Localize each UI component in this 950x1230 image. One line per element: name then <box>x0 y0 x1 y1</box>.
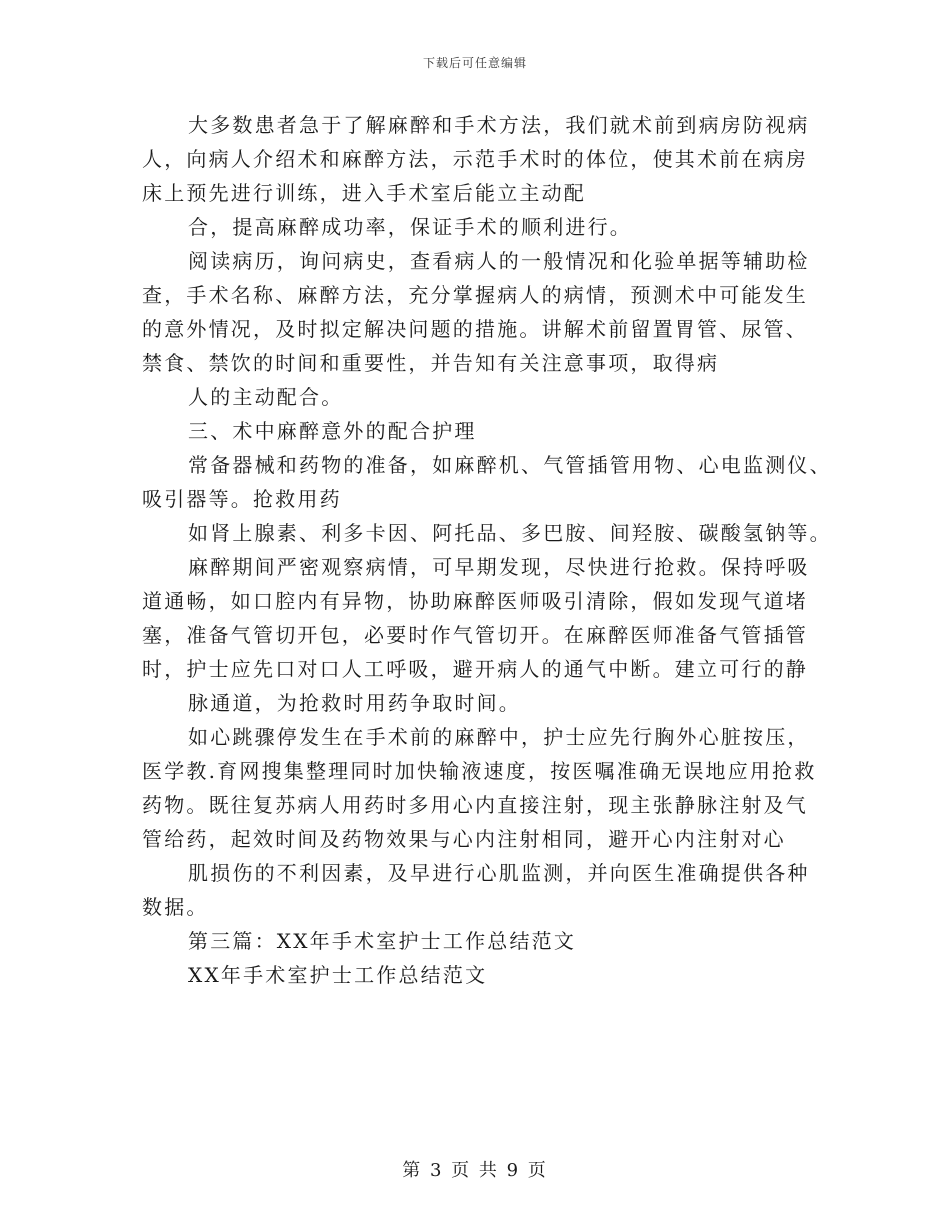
document-body <box>142 108 832 992</box>
paragraph <box>142 210 812 244</box>
text-line: 如肾上腺素、利多卡因、阿托品、多巴胺、间羟胺、碳酸氢钠等。 <box>188 521 832 545</box>
text-line: 查，手术名称、麻醉方法，充分掌握病人的病情，预测术中可能发生 <box>142 283 808 307</box>
paragraph <box>142 958 812 992</box>
text-line: 第三篇：XX年手术室护士工作总结范文 <box>188 929 577 953</box>
text-line: 人，向病人介绍术和麻醉方法，示范手术时的体位，使其术前在病房 <box>142 147 808 171</box>
paragraph <box>142 550 812 686</box>
text-line: 麻醉期间严密观察病情，可早期发现，尽快进行抢救。保持呼吸 <box>188 555 810 579</box>
text-line: 合，提高麻醉成功率，保证手术的顺利进行。 <box>188 215 632 239</box>
text-line: 如心跳骤停发生在手术前的麻醉中，护士应先行胸外心脏按压， <box>188 725 810 749</box>
text-line: 常备器械和药物的准备，如麻醉机、气管插管用物、心电监测仪、 <box>188 453 832 477</box>
text-line: 阅读病历，询问病史，查看病人的一般情况和化验单据等辅助检 <box>188 249 810 273</box>
text-line: 数据。 <box>142 895 209 919</box>
paragraph <box>142 720 817 856</box>
text-line: 三、术中麻醉意外的配合护理 <box>188 419 477 443</box>
text-line: 禁食、禁饮的时间和重要性，并告知有关注意事项，取得病 <box>142 351 720 375</box>
text-line: 床上预先进行训练，进入手术室后能立主动配 <box>142 181 586 205</box>
text-line: 塞，准备气管切开包，必要时作气管切开。在麻醉医师准备气管插管 <box>142 623 808 647</box>
text-line: 吸引器等。抢救用药 <box>142 487 342 511</box>
text-line: 脉通道，为抢救时用药争取时间。 <box>188 691 521 715</box>
text-line: 道通畅，如口腔内有异物，协助麻醉医师吸引清除，假如发现气道堵 <box>142 589 808 613</box>
text-line: 人的主动配合。 <box>188 385 344 409</box>
text-line: 管给药，起效时间及药物效果与心内注射相同，避开心内注射对心 <box>142 827 786 851</box>
page-header: 下载后可任意编辑 <box>422 56 527 70</box>
paragraph <box>142 414 812 448</box>
paragraph <box>142 924 812 958</box>
text-line: 医学教.育网搜集整理同时加快输液速度，按医嘱准确无误地应用抢救 <box>142 759 817 783</box>
paragraph <box>142 516 832 550</box>
paragraph <box>142 856 812 924</box>
text-line: 大多数患者急于了解麻醉和手术方法，我们就术前到病房防视病 <box>188 113 810 137</box>
paragraph <box>142 380 812 414</box>
text-line: 的意外情况，及时拟定解决问题的措施。讲解术前留置胃管、尿管、 <box>142 317 808 341</box>
paragraph <box>142 244 812 380</box>
text-line: 肌损伤的不利因素，及早进行心肌监测，并向医生准确提供各种 <box>188 861 810 885</box>
paragraph <box>142 448 832 516</box>
paragraph <box>142 686 812 720</box>
paragraph <box>142 108 812 210</box>
text-line: 药物。既往复苏病人用药时多用心内直接注射，现主张静脉注射及气 <box>142 793 808 817</box>
text-line: XX年手术室护士工作总结范文 <box>188 963 488 987</box>
page-footer: 第 3 页 共 9 页 <box>402 1160 548 1181</box>
text-line: 时，护士应先口对口人工呼吸，避开病人的通气中断。建立可行的静 <box>142 657 808 681</box>
